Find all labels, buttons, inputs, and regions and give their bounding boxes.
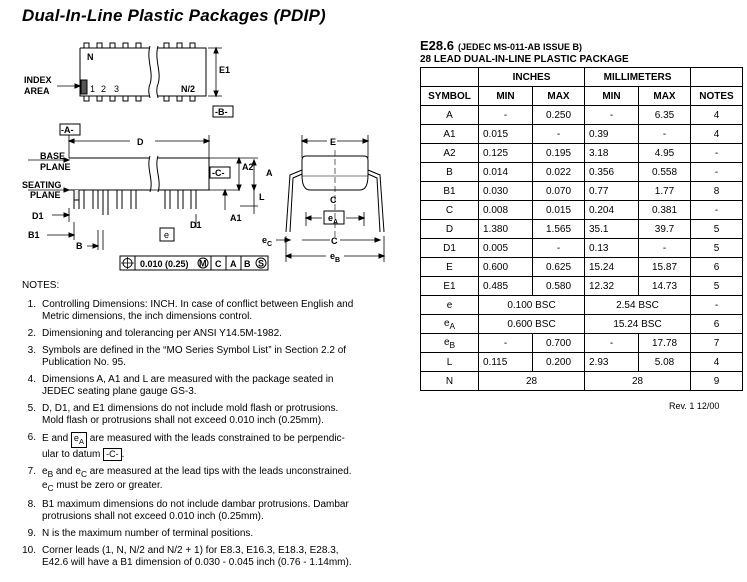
table-cell: 4	[691, 125, 743, 144]
col-symbol-blank	[421, 68, 479, 87]
table-cell: -	[691, 144, 743, 163]
table-cell: 15.87	[639, 258, 691, 277]
table-row	[421, 372, 743, 391]
table-cell: 35.1	[585, 220, 639, 239]
table-cell-symbol: e	[421, 296, 479, 315]
table-cell-symbol: A1	[421, 125, 479, 144]
label-pin2: 2	[101, 84, 107, 94]
table-cell: 1.380	[479, 220, 533, 239]
label-base-plane-2: PLANE	[40, 162, 71, 172]
table-row	[421, 353, 743, 372]
table-row	[421, 125, 743, 144]
table-cell-symbol: C	[421, 201, 479, 220]
label-b: B	[76, 241, 83, 251]
label-a: A	[266, 168, 273, 178]
table-cell: 5	[691, 220, 743, 239]
table-cell: 0.39	[585, 125, 639, 144]
table-cell: -	[639, 125, 691, 144]
table-row	[421, 163, 743, 182]
table-cell: 2.54 BSC	[585, 296, 691, 315]
fcf-m: M	[199, 258, 207, 269]
label-e: E	[330, 137, 337, 147]
table-cell-symbol: L	[421, 353, 479, 372]
note-item: 7. $e_B$ and $e_C$ are measured at the lead tips with the leads unconstrained. $e_C$ must be zero or greater.	[27, 465, 352, 493]
table-cell: 0.250	[533, 106, 585, 125]
package-standard: (JEDEC MS-011-AB ISSUE B)	[457, 42, 583, 52]
table-cell: 9	[691, 372, 743, 391]
table-cell: 28	[585, 372, 691, 391]
col-mm-min: MIN	[585, 87, 639, 106]
table-cell: 4	[691, 106, 743, 125]
table-cell: 5.08	[639, 353, 691, 372]
table-row	[421, 201, 743, 220]
table-cell: -	[533, 239, 585, 258]
table-cell-symbol: D	[421, 220, 479, 239]
label-a2: A2	[242, 162, 254, 172]
note-item: 8. B1 maximum dimensions do not include dambar protrusions. Dambar protrusions shall not exceed 0.010 inch (0.25mm).	[27, 498, 349, 522]
fcf-c: C	[215, 259, 222, 269]
table-cell: 15.24 BSC	[585, 315, 691, 334]
table-row	[421, 334, 743, 353]
table-cell: 12.32	[585, 277, 639, 296]
fcf-a: A	[230, 259, 237, 269]
table-cell: 0.485	[479, 277, 533, 296]
notes-heading: NOTES:	[22, 280, 60, 291]
page-title: Dual-In-Line Plastic Packages (PDIP)	[22, 6, 326, 25]
col-mm-max: MAX	[639, 87, 691, 106]
label-ea: $e_A$	[328, 213, 339, 226]
table-cell: 0.008	[479, 201, 533, 220]
label-datum-c: -C-	[212, 168, 225, 178]
label-e-box: e	[164, 230, 170, 240]
note-item: 10. Corner leads (1, N, N/2 and N/2 + 1) for E8.3, E16.3, E18.3, E28.3, E42.6 will have a B1 dimension of 0.030 - 0.045 inch (0.76 - 1.14mm).	[22, 544, 352, 568]
label-seating-plane-1: SEATING	[22, 180, 62, 190]
label-c-right: C	[331, 236, 338, 246]
label-pin3: 3	[114, 84, 120, 94]
table-cell: -	[479, 106, 533, 125]
table-cell: 0.381	[639, 201, 691, 220]
table-cell: 0.005	[479, 239, 533, 258]
table-cell: 0.580	[533, 277, 585, 296]
table-cell: 0.204	[585, 201, 639, 220]
table-cell: 0.13	[585, 239, 639, 258]
table-cell: 5	[691, 239, 743, 258]
label-seating-plane-2: PLANE	[30, 190, 61, 200]
table-cell-symbol: $e_A$	[421, 315, 479, 334]
dimension-table	[420, 67, 743, 391]
label-d1-mid: D1	[190, 220, 202, 230]
table-row	[421, 106, 743, 125]
table-row	[421, 144, 743, 163]
table-cell: 1.565	[533, 220, 585, 239]
revision-label: Rev. 1 12/00	[669, 401, 720, 411]
table-row	[421, 258, 743, 277]
table-cell-symbol: E1	[421, 277, 479, 296]
label-index-1: INDEX	[24, 75, 52, 85]
label-d: D	[137, 137, 144, 147]
note-item: 6. E and $e_A$ are measured with the leads constrained to be perpendic- ular to datum -C- .	[27, 432, 345, 460]
table-cell: 0.600 BSC	[479, 315, 585, 334]
table-cell: 3.18	[585, 144, 639, 163]
col-millimeters: MILLIMETERS	[585, 68, 691, 87]
table-cell: 1.77	[639, 182, 691, 201]
note-item: 9. N is the maximum number of terminal positions.	[27, 527, 254, 539]
table-cell: -	[691, 201, 743, 220]
package-code: E28.6 (JEDEC MS-011-AB ISSUE B)	[420, 38, 583, 53]
table-cell: 15.24	[585, 258, 639, 277]
package-drawing	[0, 0, 415, 280]
table-cell: 0.030	[479, 182, 533, 201]
label-b1: B1	[28, 230, 40, 240]
table-cell: 0.558	[639, 163, 691, 182]
notes-list	[22, 299, 392, 569]
table-cell: -	[585, 106, 639, 125]
ea-symbol-box: $e_A$	[71, 432, 87, 448]
table-cell-symbol: A2	[421, 144, 479, 163]
table-cell: 0.625	[533, 258, 585, 277]
label-index-2: AREA	[24, 86, 50, 96]
top-view	[57, 43, 222, 101]
table-cell: 0.600	[479, 258, 533, 277]
table-cell: 7	[691, 334, 743, 353]
label-ec: $e_C$	[262, 235, 273, 248]
table-cell: 0.77	[585, 182, 639, 201]
label-n-half: N/2	[181, 84, 196, 94]
table-cell-symbol: $e_B$	[421, 334, 479, 353]
table-cell: 8	[691, 182, 743, 201]
table-row	[421, 220, 743, 239]
col-inches: INCHES	[479, 68, 585, 87]
col-in-min: MIN	[479, 87, 533, 106]
note-item: 4. Dimensions A, A1 and L are measured with the package seated in JEDEC seating plane gauge GS-3.	[27, 374, 334, 397]
table-row	[421, 277, 743, 296]
table-cell: 0.700	[533, 334, 585, 353]
label-e1: E1	[219, 65, 231, 75]
table-cell: -	[479, 334, 533, 353]
table-cell: -	[639, 239, 691, 258]
note-item: 5. D, D1, and E1 dimensions do not include mold flash or protrusions. Mold flash or protrusions shall not exceed 0.010 inch (0.25mm).	[27, 403, 339, 426]
table-row	[421, 182, 743, 201]
label-center-line: C	[330, 195, 337, 205]
fcf-s: S	[258, 258, 265, 269]
table-cell: 0.115	[479, 353, 533, 372]
table-cell-symbol: E	[421, 258, 479, 277]
package-subtitle: 28 LEAD DUAL-IN-LINE PLASTIC PACKAGE	[420, 54, 629, 65]
table-cell-symbol: D1	[421, 239, 479, 258]
label-pin1: 1	[90, 84, 96, 94]
datum-c-box: -C-	[103, 448, 122, 461]
table-cell: 0.070	[533, 182, 585, 201]
table-cell: 0.100 BSC	[479, 296, 585, 315]
table-row	[421, 296, 743, 315]
fcf-b: B	[244, 259, 251, 269]
fcf-value: 0.010 (0.25)	[140, 259, 189, 269]
note-item: 2. Dimensioning and tolerancing per ANSI Y14.5M-1982.	[27, 328, 282, 339]
label-a1: A1	[230, 213, 242, 223]
table-cell: 0.200	[533, 353, 585, 372]
table-cell: 28	[479, 372, 585, 391]
col-in-max: MAX	[533, 87, 585, 106]
table-cell: 2.93	[585, 353, 639, 372]
label-datum-b: -B-	[215, 107, 228, 117]
col-notes: NOTES	[691, 87, 743, 106]
table-cell-symbol: A	[421, 106, 479, 125]
table-cell-symbol: B1	[421, 182, 479, 201]
notes-section	[22, 280, 392, 574]
table-cell-symbol: N	[421, 372, 479, 391]
table-cell: 0.014	[479, 163, 533, 182]
table-cell: -	[585, 334, 639, 353]
table-cell: -	[533, 125, 585, 144]
table-cell: 0.356	[585, 163, 639, 182]
table-row	[421, 315, 743, 334]
table-cell: 0.022	[533, 163, 585, 182]
table-cell: 0.195	[533, 144, 585, 163]
table-cell: 0.015	[479, 125, 533, 144]
label-n: N	[87, 52, 94, 62]
table-row	[421, 239, 743, 258]
label-d1-left: D1	[32, 211, 44, 221]
table-cell: 39.7	[639, 220, 691, 239]
table-cell: -	[691, 296, 743, 315]
table-cell: -	[691, 163, 743, 182]
label-l: L	[259, 192, 265, 202]
table-cell: 4.95	[639, 144, 691, 163]
col-notes-blank	[691, 68, 743, 87]
table-cell: 6	[691, 315, 743, 334]
table-cell-symbol: B	[421, 163, 479, 182]
table-cell: 14.73	[639, 277, 691, 296]
col-symbol: SYMBOL	[421, 87, 479, 106]
table-cell: 4	[691, 353, 743, 372]
label-base-plane-1: BASE	[40, 151, 66, 161]
table-cell: 5	[691, 277, 743, 296]
note-item: 1. Controlling Dimensions: INCH. In case of conflict between English and Metric dimensions, the inch dimensions control.	[27, 299, 354, 322]
table-cell: 17.78	[639, 334, 691, 353]
label-eb: $e_B$	[330, 251, 341, 264]
note-item: 3. Symbols are defined in the “MO Series Symbol List” in Section 2.2 of Publication No. 95.	[27, 345, 347, 368]
label-datum-a: -A-	[61, 125, 74, 135]
table-cell: 0.015	[533, 201, 585, 220]
table-cell: 6.35	[639, 106, 691, 125]
table-cell: 6	[691, 258, 743, 277]
table-cell: 0.125	[479, 144, 533, 163]
